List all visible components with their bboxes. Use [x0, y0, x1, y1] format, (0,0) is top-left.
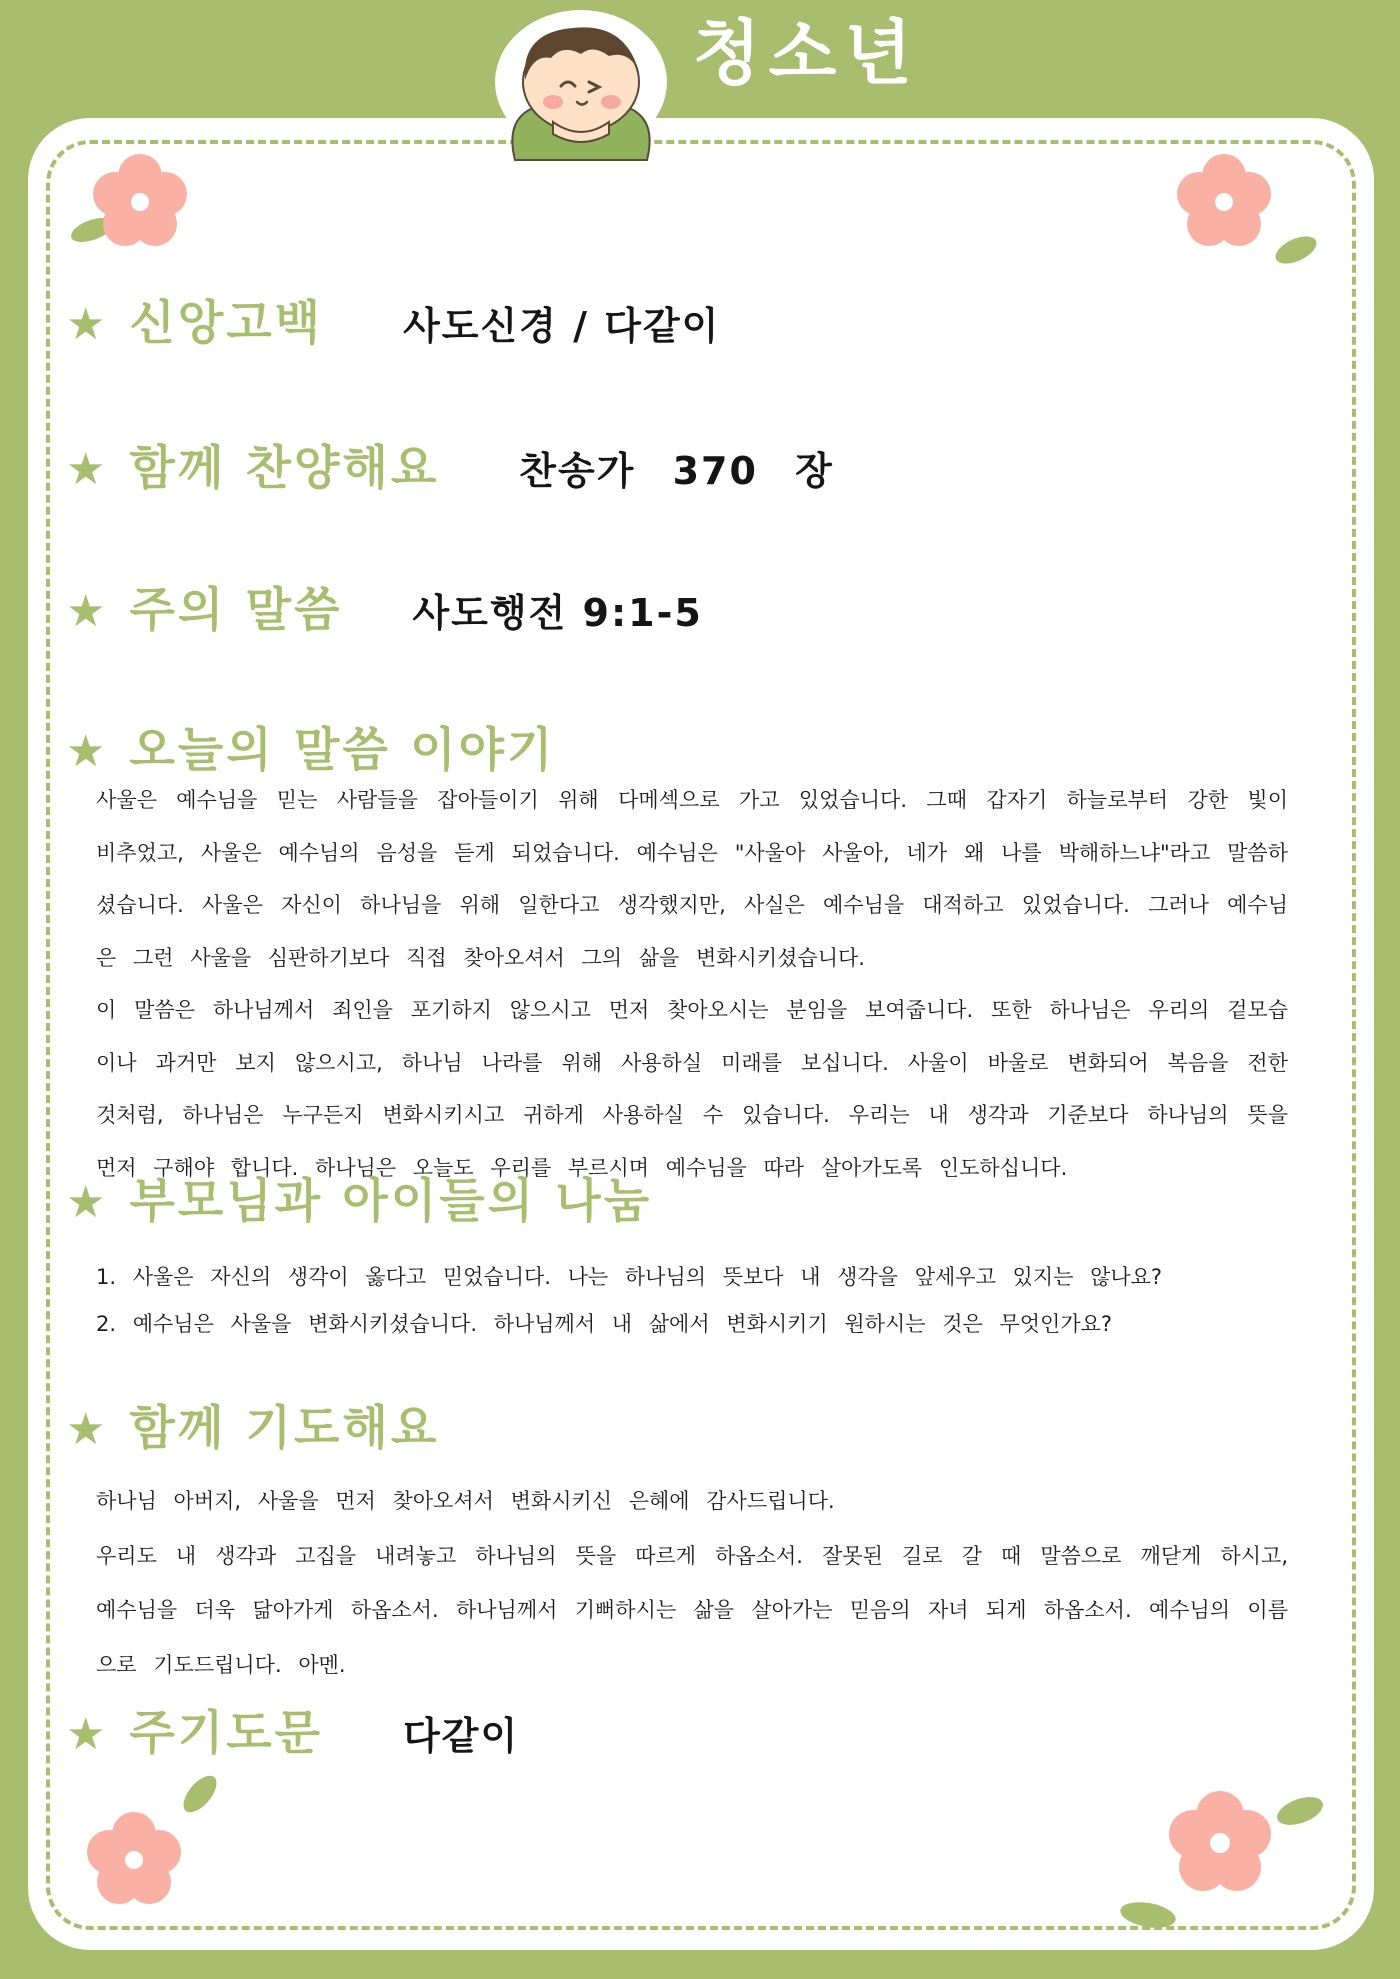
section-story	[66, 723, 556, 778]
section-value: 사도행전 9:1-5	[412, 591, 703, 635]
star-icon: ★	[66, 1709, 106, 1760]
prayer-paragraph: 하나님 아버지, 사울을 먼저 찾아오셔서 변화시키신 은혜에 감사드립니다.	[96, 1489, 835, 1513]
star-icon: ★	[66, 299, 106, 350]
star-icon: ★	[66, 1404, 106, 1455]
section-scripture	[66, 583, 703, 638]
section-lords-prayer	[66, 1706, 520, 1761]
section-heading: 오늘의 말씀 이야기	[129, 723, 556, 778]
pink-flower-icon	[74, 1770, 224, 1920]
boy-character-icon	[493, 10, 669, 165]
section-heading: 부모님과 아이들의 나눔	[129, 1174, 653, 1229]
list-item: 1. 사울은 자신의 생각이 옳다고 믿었습니다. 나는 하나님의 뜻보다 내 생각을 앞세우고 있지는 않나요?	[96, 1265, 1163, 1289]
story-body	[96, 774, 1288, 1194]
section-hymn	[66, 441, 834, 496]
prayer-body	[96, 1474, 1288, 1692]
prayer-paragraph: 우리도 내 생각과 고집을 내려놓고 하나님의 뜻을 따르게 하옵소서. 잘못된 길로 갈 때 말씀으로 깨닫게 하시고, 예수님을 더욱 닮아가게 하옵소서. 하나님께서 기뻐하시는 삶을 살아가는 믿음의 자녀 되게 하옵소서. 예수님의 이름으로 기도드립니다. 아멘.	[96, 1543, 1288, 1677]
list-item: 2. 예수님은 사울을 변화시키셨습니다. 하나님께서 내 삶에서 변화시키기 원하시는 것은 무엇인가요?	[96, 1312, 1113, 1336]
section-heading: 함께 기도해요	[129, 1401, 440, 1456]
sharing-list	[96, 1254, 1288, 1348]
section-heading: 주기도문	[129, 1706, 324, 1761]
page-title: 청소년	[693, 12, 920, 94]
section-value: 사도신경 / 다같이	[403, 304, 721, 348]
pink-flower-icon	[1160, 150, 1320, 270]
section-prayer	[66, 1401, 440, 1456]
section-value: 다같이	[403, 1714, 520, 1758]
star-icon: ★	[66, 1177, 106, 1228]
section-heading: 함께 찬양해요	[129, 441, 440, 496]
pink-flower-icon	[1120, 1775, 1330, 1935]
section-value: 찬송가 370 장	[519, 449, 834, 493]
star-icon: ★	[66, 726, 106, 777]
section-sharing	[66, 1174, 653, 1229]
section-heading: 주의 말씀	[129, 583, 343, 638]
section-heading: 신앙고백	[129, 296, 324, 351]
star-icon: ★	[66, 444, 106, 495]
story-paragraph: 사울은 예수님을 믿는 사람들을 잡아들이기 위해 다메섹으로 가고 있었습니다. 그때 갑자기 하늘로부터 강한 빛이 비추었고, 사울은 예수님의 음성을 듣게 되었습니다. 예수님은 "사울아 사울아, 네가 왜 나를 박해하느냐"라고 말씀하셨습니다. 사울은 자신이 하나님을 위해 일한다고 생각했지만, 사실은 예수님을 대적하고 있었습니다. 그러나 예수님은 그런 사울을 심판하기보다 직접 찾아오셔서 그의 삶을 변화시키셨습니다.	[96, 788, 1288, 970]
section-creed	[66, 296, 721, 351]
star-icon: ★	[66, 586, 106, 637]
story-paragraph: 이 말씀은 하나님께서 죄인을 포기하지 않으시고 먼저 찾아오시는 분임을 보여줍니다. 또한 하나님은 우리의 겉모습이나 과거만 보지 않으시고, 하나님 나라를 위해 사용하실 미래를 보십니다. 사울이 바울로 변화되어 복음을 전한 것처럼, 하나님은 누구든지 변화시키시고 귀하게 사용하실 수 있습니다. 우리는 내 생각과 기준보다 하나님의 뜻을 먼저 구해야 합니다. 하나님은 오늘도 우리를 부르시며 예수님을 따라 살아가도록 인도하십니다.	[96, 998, 1288, 1180]
pink-flower-icon	[70, 150, 200, 260]
